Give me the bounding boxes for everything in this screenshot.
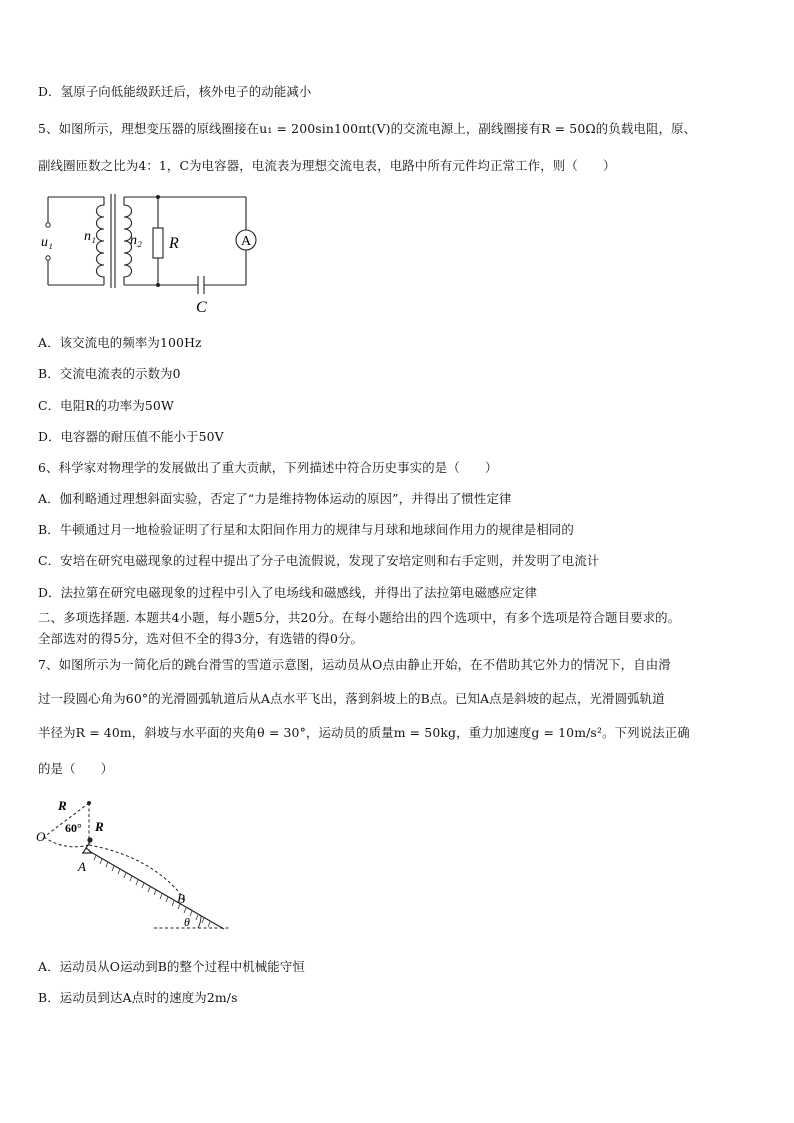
point-b-label: B bbox=[177, 891, 185, 906]
q6-option-b: B．牛顿通过月一地检验证明了行星和太阳间作用力的规律与月球和地球间作用力的规律是相同的 bbox=[38, 522, 574, 537]
q7-option-a: A．运动员从O运动到B的整个过程中机械能守恒 bbox=[38, 959, 305, 974]
q5-option-c: C．电阻R的功率为50W bbox=[38, 398, 174, 413]
q5-stem-line2: 副线圈匝数之比为4：1，C为电容器，电流表为理想交流电表，电路中所有元件均正常工作，则（ ） bbox=[38, 158, 616, 173]
q5-option-a: A．该交流电的频率为100Hz bbox=[38, 335, 202, 350]
q5-stem-line1: 5、如图所示，理想变压器的原线圈接在u₁ = 200sin100πt(V)的交流电源上，副线圈接有R = 50Ω的负载电阻，原、 bbox=[38, 121, 697, 136]
n1-label: n₁ bbox=[84, 229, 96, 244]
radius-label-side: R bbox=[95, 819, 104, 834]
section2-line2: 全部选对的得5分，选对但不全的得3分，有选错的得0分。 bbox=[38, 631, 364, 646]
q7-stem-line1: 7、如图所示为一简化后的跳台滑雪的雪道示意图，运动员从O点由静止开始，在不借助其它外力的情况下，自由滑 bbox=[38, 657, 671, 672]
transformer-circuit-figure bbox=[38, 188, 268, 316]
capacitor-label: C bbox=[196, 299, 207, 316]
q6-option-c: C．安培在研究电磁现象的过程中提出了分子电流假说，发现了安培定则和右手定则，并发明了电流计 bbox=[38, 553, 600, 568]
section2-line1: 二、多项选择题. 本题共4小题，每小题5分，共20分。在每小题给出的四个选项中，有多个选项是符合题目要求的。 bbox=[38, 610, 681, 625]
angle-60-label: 60° bbox=[65, 821, 82, 835]
ski-jump-figure bbox=[34, 795, 230, 935]
u1-label: u₁ bbox=[41, 235, 53, 250]
q6-option-a: A．伽利略通过理想斜面实验，否定了“力是维持物体运动的原因”，并得出了惯性定律 bbox=[38, 491, 512, 506]
q7-stem-line2: 过一段圆心角为60°的光滑圆弧轨道后从A点水平飞出，落到斜坡上的B点。已知A点是斜坡的起点，光滑圆弧轨道 bbox=[38, 691, 665, 706]
q5-option-b: B．交流电流表的示数为0 bbox=[38, 366, 181, 381]
ammeter-label: A bbox=[241, 234, 252, 249]
q6-stem: 6、科学家对物理学的发展做出了重大贡献，下列描述中符合历史事实的是（ ） bbox=[38, 460, 498, 475]
point-o-label: O bbox=[36, 829, 46, 844]
radius-label-top: R bbox=[58, 798, 67, 813]
q7-option-b: B．运动员到达A点时的速度为2m/s bbox=[38, 990, 238, 1005]
q7-stem-line3: 半径为R = 40m，斜坡与水平面的夹角θ = 30°，运动员的质量m = 50kg，重力加速度g = 10m/s²。下列说法正确 bbox=[38, 725, 690, 740]
n2-label: n₂ bbox=[130, 233, 142, 248]
q6-option-d: D．法拉第在研究电磁现象的过程中引入了电场线和磁感线，并得出了法拉第电磁感应定律 bbox=[38, 585, 538, 600]
q7-stem-line4: 的是（ ） bbox=[38, 761, 114, 776]
theta-label: θ bbox=[184, 915, 190, 929]
resistor-label: R bbox=[169, 235, 179, 252]
q4-option-d: D．氢原子向低能级跃迁后，核外电子的动能减小 bbox=[38, 84, 312, 99]
point-a-label: A bbox=[78, 859, 86, 874]
q5-option-d: D．电容器的耐压值不能小于50V bbox=[38, 429, 224, 444]
